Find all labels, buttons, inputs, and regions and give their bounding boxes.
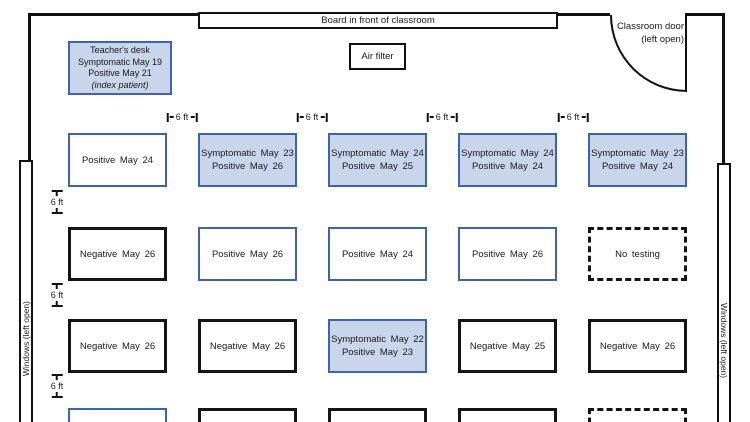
- desk-r4c3-negative: [328, 408, 427, 422]
- desk-status-label: No testing: [615, 248, 660, 260]
- desk-status-label: Positive May 26: [211, 161, 284, 172]
- distance-label: 6 ft: [50, 290, 64, 300]
- desk-status-label: Positive May 25: [341, 161, 414, 172]
- distance-label: 6 ft: [566, 112, 580, 122]
- desk-status-label: Symptomatic May 23: [201, 148, 294, 159]
- desk-status-label: Symptomatic May 22: [331, 334, 424, 345]
- desk-r3c5-negative: [588, 319, 687, 373]
- desk-status-label: Positive May 24: [81, 154, 154, 166]
- desk-status-label: Positive May 24: [341, 248, 414, 260]
- desk-r1c3-symptomatic: [328, 133, 427, 187]
- desk-r3c3-symptomatic: [328, 319, 427, 373]
- distance-marker-vertical: [51, 190, 64, 214]
- top-wall-right-segment: [685, 13, 725, 16]
- desk-r1c1-positive: [68, 133, 167, 187]
- desk-status-label: Negative May 26: [79, 340, 156, 352]
- distance-label: 6 ft: [50, 197, 64, 207]
- left-wall: [28, 13, 31, 160]
- right-window-label: Windows (left open): [719, 302, 729, 379]
- desk-r1c4-symptomatic: [458, 133, 557, 187]
- desk-status-label: Positive May 23: [341, 347, 414, 358]
- board-label-text: Board in front of classroom: [321, 15, 435, 26]
- desk-r2c4-positive: [458, 227, 557, 281]
- desk-status-label: Negative May 26: [599, 340, 676, 352]
- desk-status-label: Negative May 26: [79, 248, 156, 260]
- desk-status-label: Negative May 26: [209, 340, 286, 352]
- desk-r3c2-negative: [198, 319, 297, 373]
- left-window: [19, 160, 33, 422]
- desk-r4c1-positive: [68, 408, 167, 422]
- desk-status-label: Positive May 26: [211, 248, 284, 260]
- desk-r2c5-no_testing: [588, 227, 687, 281]
- distance-marker-horizontal: [297, 112, 328, 122]
- desk-status-label: Symptomatic May 24: [331, 148, 424, 159]
- air-filter-label: Air filter: [361, 51, 394, 62]
- desk-status-label: Symptomatic May 23: [591, 148, 684, 159]
- air-filter-box: [349, 43, 406, 70]
- teachers-desk-line3: Positive May 21: [88, 68, 152, 78]
- distance-label: 6 ft: [305, 112, 319, 122]
- distance-marker-horizontal: [427, 112, 458, 122]
- desk-r4c4-negative: [458, 408, 557, 422]
- desk-r2c1-negative: [68, 227, 167, 281]
- desk-status-label: Positive May 24: [471, 161, 544, 172]
- distance-label: 6 ft: [50, 381, 64, 391]
- right-wall: [722, 13, 725, 165]
- door-label-line1: Classroom door: [616, 21, 684, 32]
- teachers-desk-line2: Symptomatic May 19: [77, 56, 163, 67]
- door-label: [560, 20, 684, 46]
- desk-status-label: Positive May 26: [471, 248, 544, 260]
- distance-marker-horizontal: [558, 112, 589, 122]
- board-label: [198, 12, 558, 29]
- teachers-desk: [68, 41, 172, 95]
- desk-r2c3-positive: [328, 227, 427, 281]
- right-window: [717, 163, 731, 422]
- desk-r4c5-no_testing: [588, 408, 687, 422]
- door-label-line2: (left open): [641, 34, 684, 45]
- left-window-label: Windows (left open): [21, 301, 31, 377]
- desk-r1c5-symptomatic: [588, 133, 687, 187]
- teachers-desk-line1: Teacher's desk: [90, 45, 150, 55]
- desk-r1c2-symptomatic: [198, 133, 297, 187]
- teachers-desk-line4: (index patient): [91, 79, 149, 90]
- distance-label: 6 ft: [435, 112, 449, 122]
- desk-status-label: Positive May 24: [601, 161, 674, 172]
- distance-marker-horizontal: [167, 112, 198, 122]
- desk-r2c2-positive: [198, 227, 297, 281]
- distance-marker-vertical: [51, 283, 64, 307]
- desk-status-label: Negative May 25: [469, 340, 546, 352]
- desk-r3c4-negative: [458, 319, 557, 373]
- distance-marker-vertical: [51, 374, 64, 398]
- distance-label: 6 ft: [175, 112, 189, 122]
- desk-r3c1-negative: [68, 319, 167, 373]
- desk-status-label: Symptomatic May 24: [461, 148, 554, 159]
- desk-r4c2-negative: [198, 408, 297, 422]
